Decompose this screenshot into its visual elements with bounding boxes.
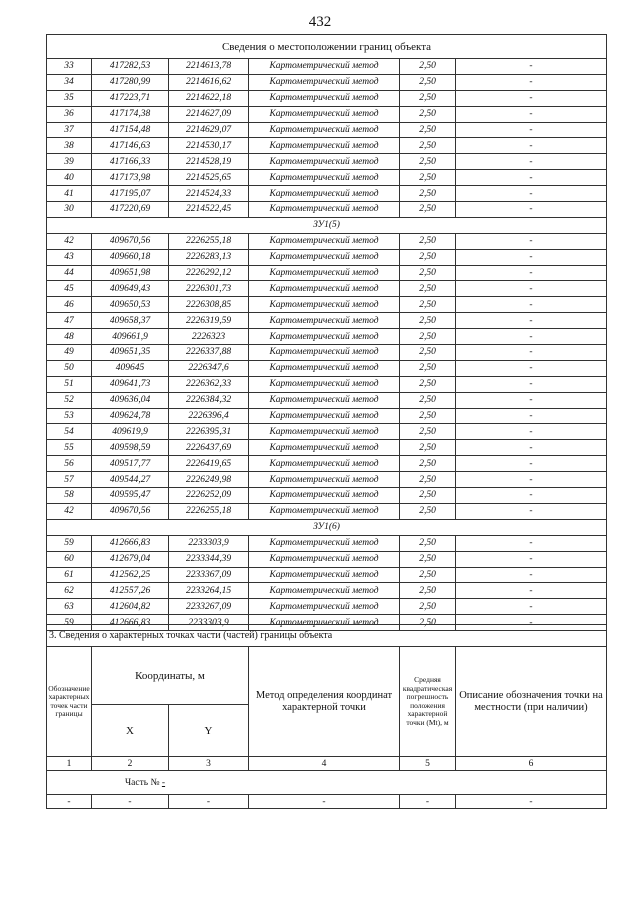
point-number: 60 [47,551,92,567]
coord-x: 409649,43 [92,281,169,297]
method-cell: Картометрический метод [249,424,400,440]
coord-y: 2226301,73 [169,281,249,297]
method-cell: Картометрический метод [249,313,400,329]
col-number-6: 6 [456,757,607,771]
point-row [47,424,607,440]
description-cell: - [456,106,607,122]
coord-x: 412562,25 [92,567,169,583]
coord-y: 2226396,4 [169,408,249,424]
point-number: 59 [47,535,92,551]
method-cell: Картометрический метод [249,202,400,218]
coord-x: 417173,98 [92,170,169,186]
point-number: 46 [47,297,92,313]
point-number: 30 [47,202,92,218]
coord-x: 409641,73 [92,376,169,392]
coord-y: 2233367,09 [169,567,249,583]
coord-y: 2214613,78 [169,59,249,75]
method-cell: Картометрический метод [249,408,400,424]
description-cell: - [456,360,607,376]
coord-y: 2214528,19 [169,154,249,170]
precision-cell: 2,50 [400,440,456,456]
part-row [47,771,607,795]
group-row [47,217,607,233]
point-row [47,503,607,519]
description-cell: - [456,376,607,392]
point-row [47,392,607,408]
description-cell: - [456,392,607,408]
point-row [47,535,607,551]
coord-x: 417280,99 [92,74,169,90]
description-cell: - [456,138,607,154]
col-description-header: Описание обозначения точки на местности (при наличии) [456,647,607,757]
group-label: ЗУ1(6) [47,519,607,535]
coord-x: 417166,33 [92,154,169,170]
col-coords-header: Координаты, м [92,647,249,705]
description-cell: - [456,488,607,504]
description-cell: - [456,615,607,631]
coord-x: 412666,83 [92,615,169,631]
coord-y: 2233303,9 [169,535,249,551]
point-number: 52 [47,392,92,408]
precision-cell: 2,50 [400,90,456,106]
description-cell: - [456,440,607,456]
group-label: ЗУ1(5) [47,217,607,233]
precision-cell: 2,50 [400,138,456,154]
method-cell: Картометрический метод [249,472,400,488]
point-row [47,360,607,376]
point-row [47,297,607,313]
coord-x: 412557,26 [92,583,169,599]
point-row [47,106,607,122]
description-cell: - [456,535,607,551]
description-cell: - [456,59,607,75]
point-row [47,440,607,456]
precision-cell: 2,50 [400,583,456,599]
coord-x: 417146,63 [92,138,169,154]
point-number: 61 [47,567,92,583]
precision-cell: 2,50 [400,265,456,281]
description-cell: - [456,567,607,583]
description-cell: - [456,249,607,265]
point-number: 38 [47,138,92,154]
precision-cell: 2,50 [400,74,456,90]
point-row [47,122,607,138]
description-cell: - [456,122,607,138]
description-cell: - [456,583,607,599]
coord-x: 417154,48 [92,122,169,138]
point-row [47,170,607,186]
point-number: 49 [47,345,92,361]
coord-x: 412679,04 [92,551,169,567]
coord-y: 2226255,18 [169,503,249,519]
coord-y: 2226283,13 [169,249,249,265]
description-cell: - [456,74,607,90]
col-method-header: Метод определения координат характерной точки [249,647,400,757]
description-cell: - [456,170,607,186]
coord-x: 417282,53 [92,59,169,75]
point-row [47,599,607,615]
coord-y: 2233344,39 [169,551,249,567]
coord-y: 2226292,12 [169,265,249,281]
method-cell: Картометрический метод [249,281,400,297]
coord-x: 409660,18 [92,249,169,265]
precision-cell: 2,50 [400,488,456,504]
description-cell: - [456,456,607,472]
description-cell: - [456,329,607,345]
coord-y: 2226249,98 [169,472,249,488]
point-row [47,186,607,202]
point-row [47,281,607,297]
precision-cell: 2,50 [400,408,456,424]
method-cell: Картометрический метод [249,59,400,75]
description-cell: - [456,154,607,170]
precision-cell: 2,50 [400,233,456,249]
coord-x: 409658,37 [92,313,169,329]
coord-x: 409670,56 [92,503,169,519]
precision-cell: 2,50 [400,424,456,440]
point-number: 44 [47,265,92,281]
coord-y: 2214525,65 [169,170,249,186]
point-number: 55 [47,440,92,456]
coord-y: 2226252,09 [169,488,249,504]
col-number-1: 1 [47,757,92,771]
point-number: 40 [47,170,92,186]
precision-cell: 2,50 [400,106,456,122]
description-cell: - [456,313,607,329]
coord-x: 417223,71 [92,90,169,106]
coord-y: 2226395,31 [169,424,249,440]
method-cell: Картометрический метод [249,170,400,186]
method-cell: Картометрический метод [249,456,400,472]
col-x-header: X [92,705,169,757]
method-cell: Картометрический метод [249,329,400,345]
point-number: 53 [47,408,92,424]
precision-cell: 2,50 [400,376,456,392]
empty-cell: - [169,795,249,809]
description-cell: - [456,186,607,202]
point-row [47,488,607,504]
point-row [47,551,607,567]
precision-cell: 2,50 [400,599,456,615]
description-cell: - [456,233,607,249]
point-row [47,202,607,218]
empty-cell: - [92,795,169,809]
coord-x: 409517,77 [92,456,169,472]
col-precision-header: Средняя квадратическая погрешность положения характерной точки (Mt), м [400,647,456,757]
point-number: 50 [47,360,92,376]
description-cell: - [456,408,607,424]
method-cell: Картометрический метод [249,345,400,361]
method-cell: Картометрический метод [249,583,400,599]
point-number: 47 [47,313,92,329]
coord-y: 2226337,88 [169,345,249,361]
description-cell: - [456,297,607,313]
method-cell: Картометрический метод [249,249,400,265]
description-cell: - [456,424,607,440]
coord-x: 409598,59 [92,440,169,456]
coord-y: 2226323 [169,329,249,345]
col-number-5: 5 [400,757,456,771]
coord-y: 2214629,07 [169,122,249,138]
point-number: 54 [47,424,92,440]
col-number-4: 4 [249,757,400,771]
coord-y: 2226255,18 [169,233,249,249]
point-row [47,345,607,361]
empty-cell: - [249,795,400,809]
method-cell: Картометрический метод [249,488,400,504]
coord-x: 409645 [92,360,169,376]
coord-x: 409650,53 [92,297,169,313]
point-number: 42 [47,503,92,519]
description-cell: - [456,265,607,281]
point-number: 56 [47,456,92,472]
page-number: 432 [308,14,332,30]
precision-cell: 2,50 [400,615,456,631]
method-cell: Картометрический метод [249,440,400,456]
precision-cell: 2,50 [400,59,456,75]
precision-cell: 2,50 [400,122,456,138]
precision-cell: 2,50 [400,551,456,567]
coord-y: 2226437,69 [169,440,249,456]
point-number: 63 [47,599,92,615]
description-cell: - [456,281,607,297]
point-row [47,59,607,75]
point-number: 33 [47,59,92,75]
method-cell: Картометрический метод [249,360,400,376]
coord-x: 409544,27 [92,472,169,488]
coord-x: 409636,04 [92,392,169,408]
method-cell: Картометрический метод [249,233,400,249]
precision-cell: 2,50 [400,249,456,265]
method-cell: Картометрический метод [249,615,400,631]
empty-cell: - [456,795,607,809]
coord-x: 409651,35 [92,345,169,361]
coord-y: 2214627,09 [169,106,249,122]
point-number: 34 [47,74,92,90]
coord-y: 2233267,09 [169,599,249,615]
point-row [47,313,607,329]
point-row [47,472,607,488]
method-cell: Картометрический метод [249,535,400,551]
description-cell: - [456,345,607,361]
description-cell: - [456,472,607,488]
method-cell: Картометрический метод [249,138,400,154]
coord-y: 2233264,15 [169,583,249,599]
method-cell: Картометрический метод [249,154,400,170]
coord-y: 2226362,33 [169,376,249,392]
coord-y: 2214522,45 [169,202,249,218]
method-cell: Картометрический метод [249,376,400,392]
coord-x: 409651,98 [92,265,169,281]
point-row [47,329,607,345]
col-number-2: 2 [92,757,169,771]
coord-x: 412604,82 [92,599,169,615]
description-cell: - [456,202,607,218]
precision-cell: 2,50 [400,170,456,186]
coord-y: 2226419,65 [169,456,249,472]
precision-cell: 2,50 [400,345,456,361]
coord-y: 2214622,18 [169,90,249,106]
point-number: 41 [47,186,92,202]
method-cell: Картометрический метод [249,265,400,281]
point-row [47,233,607,249]
section3-title: 3. Сведения о характерных точках части (частей) границы объекта [47,625,607,647]
description-cell: - [456,503,607,519]
part-label: Часть № [125,777,160,788]
precision-cell: 2,50 [400,392,456,408]
point-row [47,376,607,392]
method-cell: Картометрический метод [249,503,400,519]
precision-cell: 2,50 [400,456,456,472]
part-value: - [161,777,166,788]
point-number: 48 [47,329,92,345]
description-cell: - [456,90,607,106]
precision-cell: 2,50 [400,313,456,329]
method-cell: Картометрический метод [249,74,400,90]
precision-cell: 2,50 [400,202,456,218]
coord-x: 417195,07 [92,186,169,202]
point-number: 58 [47,488,92,504]
precision-cell: 2,50 [400,281,456,297]
description-cell: - [456,551,607,567]
coord-x: 417220,69 [92,202,169,218]
col-number-3: 3 [169,757,249,771]
point-number: 35 [47,90,92,106]
point-row [47,265,607,281]
precision-cell: 2,50 [400,360,456,376]
point-row [47,456,607,472]
point-number: 51 [47,376,92,392]
method-cell: Картометрический метод [249,90,400,106]
point-number: 57 [47,472,92,488]
coord-x: 409661,9 [92,329,169,345]
col-designation-header: Обозначение характерных точек части границы [47,647,92,757]
precision-cell: 2,50 [400,154,456,170]
coord-x: 409670,56 [92,233,169,249]
coord-x: 409595,47 [92,488,169,504]
precision-cell: 2,50 [400,472,456,488]
coord-y: 2226384,32 [169,392,249,408]
method-cell: Картометрический метод [249,106,400,122]
empty-cell: - [47,795,92,809]
method-cell: Картометрический метод [249,551,400,567]
precision-cell: 2,50 [400,503,456,519]
coord-x: 409624,78 [92,408,169,424]
point-row [47,567,607,583]
method-cell: Картометрический метод [249,297,400,313]
point-number: 62 [47,583,92,599]
point-row [47,90,607,106]
precision-cell: 2,50 [400,535,456,551]
point-number: 36 [47,106,92,122]
boundary-location-table [46,34,607,631]
description-cell: - [456,599,607,615]
method-cell: Картометрический метод [249,567,400,583]
coord-y: 2226308,85 [169,297,249,313]
part-points-table [46,624,607,809]
point-number: 59 [47,615,92,631]
point-row [47,74,607,90]
method-cell: Картометрический метод [249,599,400,615]
point-row [47,249,607,265]
point-row [47,154,607,170]
coord-x: 409619,9 [92,424,169,440]
section-title: Сведения о местоположении границ объекта [47,35,607,59]
point-number: 37 [47,122,92,138]
group-row [47,519,607,535]
method-cell: Картометрический метод [249,392,400,408]
point-number: 42 [47,233,92,249]
coord-y: 2214530,17 [169,138,249,154]
point-number: 45 [47,281,92,297]
method-cell: Картометрический метод [249,122,400,138]
precision-cell: 2,50 [400,297,456,313]
coord-x: 412666,83 [92,535,169,551]
point-number: 43 [47,249,92,265]
method-cell: Картометрический метод [249,186,400,202]
col-y-header: Y [169,705,249,757]
point-row [47,583,607,599]
coord-x: 417174,38 [92,106,169,122]
point-row [47,408,607,424]
coord-y: 2226347,6 [169,360,249,376]
precision-cell: 2,50 [400,567,456,583]
coord-y: 2214524,33 [169,186,249,202]
empty-cell: - [400,795,456,809]
coord-y: 2214616,62 [169,74,249,90]
coord-y: 2226319,59 [169,313,249,329]
precision-cell: 2,50 [400,329,456,345]
coord-y: 2233303,9 [169,615,249,631]
precision-cell: 2,50 [400,186,456,202]
point-row [47,138,607,154]
point-number: 39 [47,154,92,170]
